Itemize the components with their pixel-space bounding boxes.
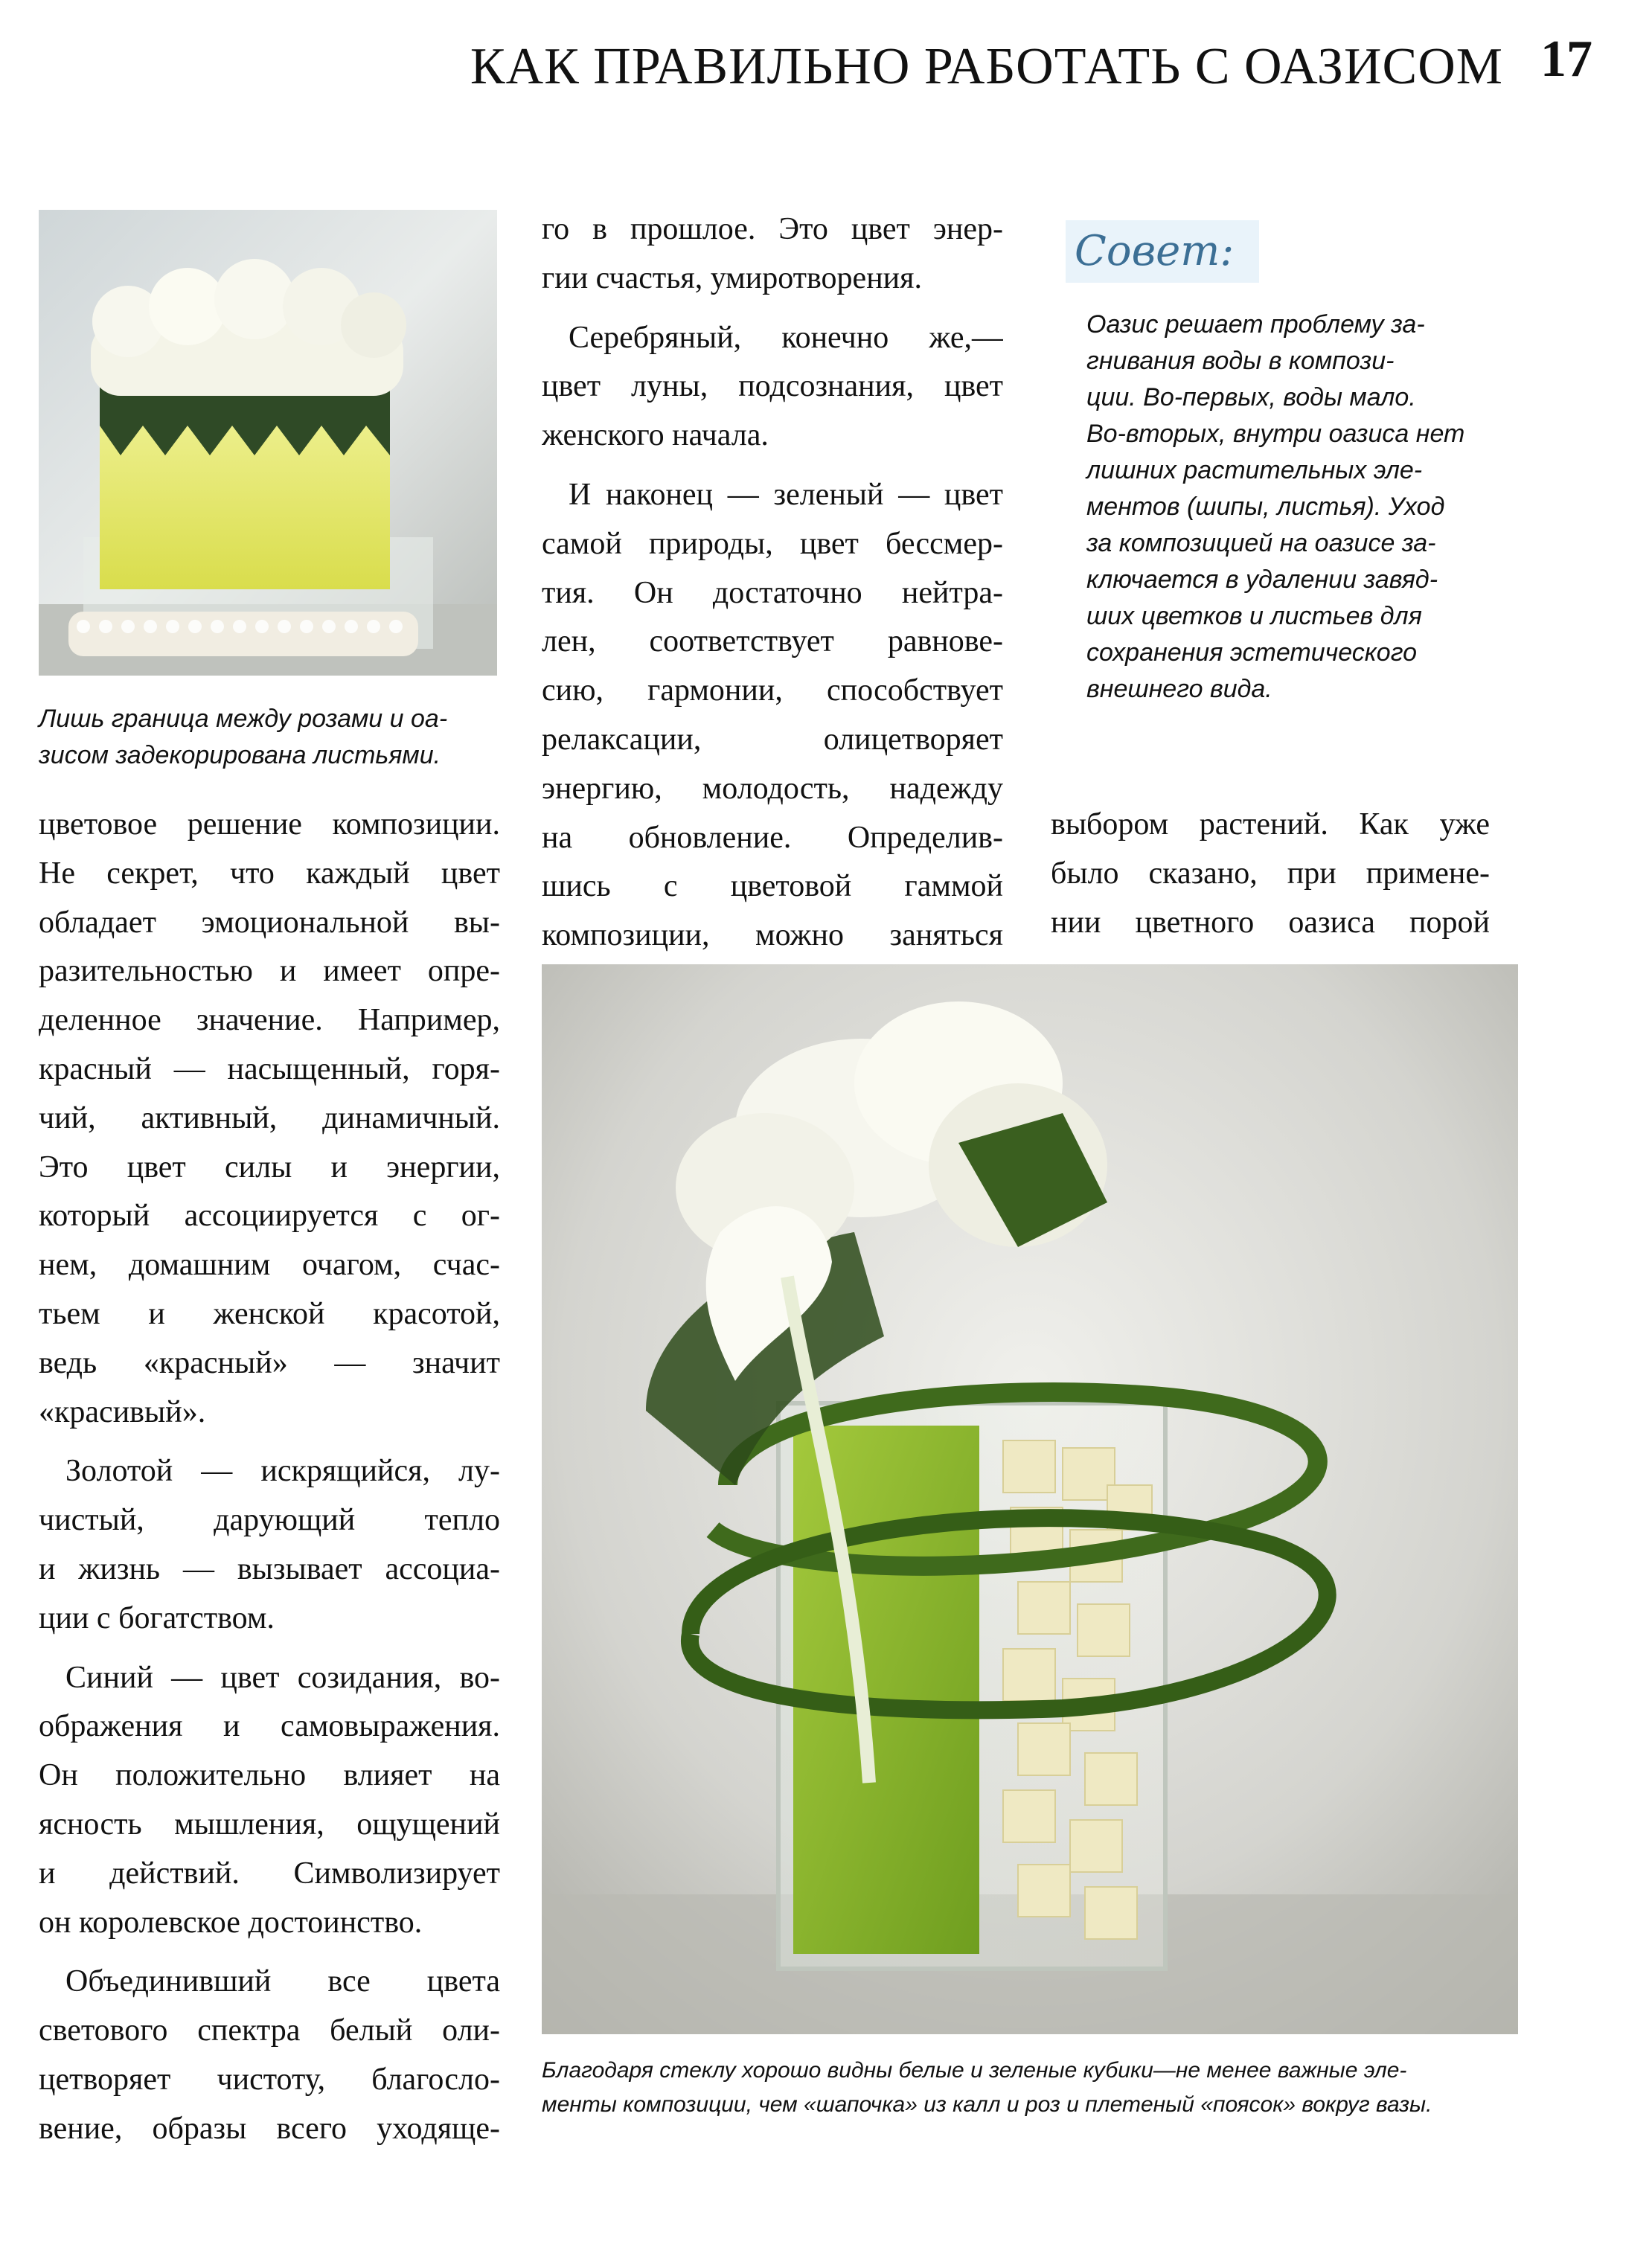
- text-line: чий, активный, динамичный.: [39, 1100, 500, 1135]
- advice-line: ции. Во-первых, воды мало.: [1086, 383, 1416, 411]
- text-line: Синий — цвет созидания, во-: [65, 1660, 500, 1695]
- text-line: лен, соответствует равнове-: [542, 624, 1003, 659]
- text-line: композиции, можно заняться: [542, 918, 1003, 953]
- text-line: цвет луны, подсознания, цвет: [542, 369, 1003, 404]
- rose-cube-arrangement-photo: [39, 210, 497, 676]
- advice-line: внешнего вида.: [1086, 675, 1272, 703]
- text-line: и действий. Символизирует: [39, 1856, 500, 1891]
- caption-line: Благодаря стеклу хорошо видны белые и зеленые кубики—не менее важные эле-: [542, 2058, 1407, 2083]
- text-line: ции с богатством.: [39, 1600, 275, 1635]
- text-line: чистый, дарующий тепло: [39, 1503, 500, 1538]
- text-line: Он положительно влияет на: [39, 1758, 500, 1793]
- text-line: ображения и самовыражения.: [39, 1709, 500, 1744]
- text-line: обладает эмоциональной вы-: [39, 905, 500, 940]
- text-line: релаксации, олицетворяет: [542, 722, 1003, 757]
- text-line: разительностью и имеет опре-: [39, 954, 500, 989]
- caption-line: Лишь граница между розами и оа-: [39, 705, 448, 733]
- text-line: нем, домашним очагом, счас-: [39, 1248, 500, 1283]
- text-line: было сказано, при примене-: [1051, 856, 1490, 891]
- text-line: светового спектра белый оли-: [39, 2013, 500, 2048]
- running-title: КАК ПРАВИЛЬНО РАБОТАТЬ С ОАЗИСОМ: [470, 38, 1503, 95]
- text-line: сию, гармонии, способствует: [542, 673, 1003, 708]
- text-line: И наконец — зеленый — цвет: [569, 477, 1003, 512]
- bottom-photo-caption: [542, 2054, 1524, 2122]
- text-line: тия. Он достаточно нейтра-: [542, 575, 1003, 610]
- text-line: женского начала.: [542, 418, 769, 453]
- text-line: вение, образы всего уходяще-: [39, 2111, 500, 2146]
- text-line: го в прошлое. Это цвет энер-: [542, 212, 1003, 246]
- advice-line: Оазис решает проблему за-: [1086, 310, 1425, 339]
- text-line: цветовое решение композиции.: [39, 807, 500, 842]
- text-line: он королевское достоинство.: [39, 1905, 423, 1940]
- text-line: Серебряный, конечно же,—: [569, 320, 1003, 355]
- text-line: и жизнь — вызывает ассоциа-: [39, 1551, 500, 1586]
- text-line: самой природы, цвет бессмер-: [542, 526, 1003, 561]
- advice-line: гнивания воды в компози-: [1086, 347, 1395, 375]
- advice-line: лишних растительных эле-: [1086, 456, 1423, 484]
- advice-line: Во-вторых, внутри оазиса нет: [1086, 420, 1465, 448]
- text-line: ясность мышления, ощущений: [39, 1807, 500, 1842]
- text-line: Не секрет, что каждый цвет: [39, 856, 500, 891]
- text-line: красный — насыщенный, горя-: [39, 1051, 500, 1086]
- text-line: ведь «красный» — значит: [39, 1345, 500, 1380]
- text-line: шись с цветовой гаммой: [542, 869, 1003, 904]
- advice-line: сохранения эстетического: [1086, 638, 1418, 667]
- text-line: деленное значение. Например,: [39, 1003, 500, 1038]
- advice-line: за композицией на оазисе за-: [1086, 529, 1436, 557]
- text-line: энергию, молодость, надежду: [542, 771, 1003, 806]
- advice-line: ших цветков и листьев для: [1086, 602, 1422, 630]
- text-line: цетворяет чистоту, благосло-: [39, 2062, 500, 2097]
- page-number: 17: [1540, 31, 1592, 88]
- caption-line: менты композиции, чем «шапочка» из калл и роз и плетеный «поясок» вокруг вазы.: [542, 2092, 1432, 2117]
- text-line: тьем и женской красотой,: [39, 1296, 500, 1331]
- top-photo-caption: [39, 701, 500, 774]
- text-line: гии счастья, умиротворения.: [542, 260, 922, 295]
- advice-line: ключается в удалении завяд-: [1086, 565, 1438, 594]
- text-column-3: [1051, 801, 1490, 947]
- text-column-1: [39, 801, 500, 2154]
- text-line: нии цветного оазиса порой: [1051, 905, 1490, 940]
- caption-line: зисом задекорирована листьями.: [39, 741, 441, 769]
- text-line: который ассоциируется с ог-: [39, 1199, 500, 1234]
- text-line: Объединивший все цвета: [65, 1964, 500, 1999]
- text-line: «красивый».: [39, 1394, 206, 1429]
- text-line: выбором растений. Как уже: [1051, 807, 1490, 842]
- advice-text: [1086, 307, 1503, 708]
- text-line: Золотой — искрящийся, лу-: [65, 1454, 500, 1489]
- advice-heading: Совет:: [1066, 220, 1259, 283]
- text-line: Это цвет силы и энергии,: [39, 1150, 500, 1185]
- calla-rose-glass-vase-photo: [542, 964, 1518, 2034]
- advice-line: ментов (шипы, листья). Уход: [1086, 493, 1445, 521]
- text-column-2: [542, 205, 1003, 961]
- text-line: на обновление. Определив-: [542, 820, 1003, 855]
